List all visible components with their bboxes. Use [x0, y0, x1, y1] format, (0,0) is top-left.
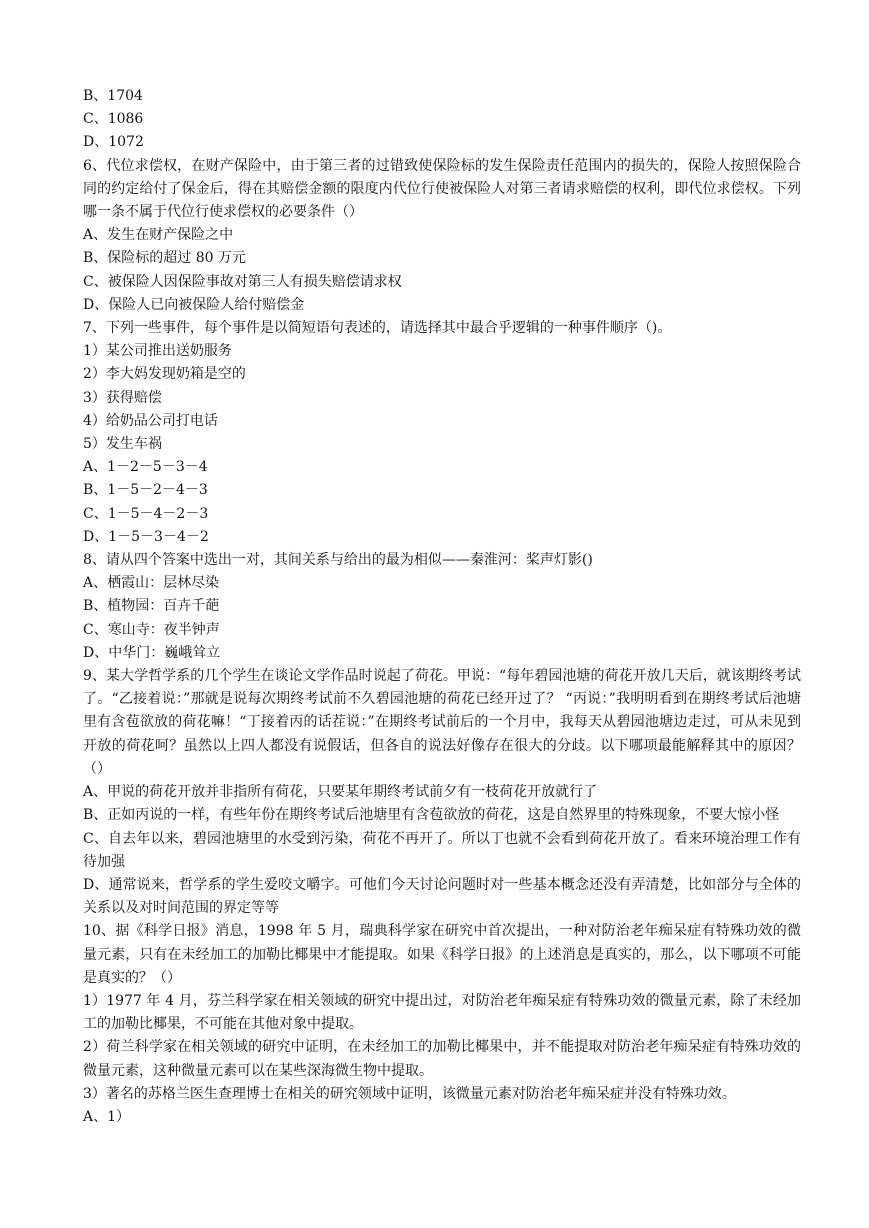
question-7-option-b: B、1－5－2－4－3 [83, 482, 208, 499]
option-line: B、1704 [83, 88, 143, 104]
option-line: C、1086 [83, 111, 144, 128]
question-6-option-c: C、被保险人因保险事故对第三人有损失赔偿请求权 [83, 273, 402, 290]
question-7-item: 1）某公司推出送奶服务 [83, 343, 232, 360]
question-9-option-a: A、甲说的荷花开放并非指所有荷花，只要某年期终考试前夕有一枝荷花开放就行了 [83, 784, 598, 801]
question-8-option-b: B、植物园：百卉千葩 [83, 598, 220, 615]
question-9-option-d: D、通常说来，哲学系的学生爱咬文嚼字。可他们今天讨论问题时对一些基本概念还没有弄清楚，比如部分与全体的关系以及对时间范围的界定等等 [83, 876, 801, 917]
question-7-option-c: C、1－5－4－2－3 [83, 505, 209, 522]
question-9-stem: 9、某大学哲学系的几个学生在谈论文学作品时说起了荷花。甲说：“每年碧园池塘的荷花开放几天后，就该期终考试了。“乙接着说：”那就是说每次期终考试前不久碧园池塘的荷花已经开过了？ “丙说：”我明明看到在期终考试后池塘里有含苞欲放的荷花嘛！“丁接着丙的话茬说：”在期终考试前后的一个月中，我每天从碧园池塘边走过，可从未见到开放的荷花呵？虽然以上四人都没有说假话，但各自的说法好像存在很大的分歧。以下哪项最能解释其中的原因？（） [83, 668, 801, 777]
question-7-option-a: A、1－2－5－3－4 [83, 459, 208, 476]
question-9-option-c: C、自去年以来，碧园池塘里的水受到污染，荷花不再开了。所以丁也就不会看到荷花开放了。看来环境治理工作有待加强 [83, 830, 801, 870]
question-6-option-b: B、保险标的超过 80 万元 [83, 250, 247, 267]
question-6-option-d: D、保险人已向被保险人给付赔偿金 [83, 296, 305, 313]
question-10-item: 1）1977 年 4 月，芬兰科学家在相关领域的研究中提出过，对防治老年痴呆症有特殊功效的微量元素，除了未经加工的加勒比椰果，不可能在其他对象中提取。 [83, 992, 801, 1033]
question-8-stem: 8、请从四个答案中选出一对，其间关系与给出的最为相似——秦淮河：桨声灯影() [83, 552, 593, 569]
question-7-stem: 7、下列一些事件，每个事件是以简短语句表述的，请选择其中最合乎逻辑的一种事件顺序（)。 [83, 320, 672, 337]
question-10-stem: 10、据《科学日报》消息，1998 年 5 月，瑞典科学家在研究中首次提出，一种对防治老年痴呆症有特殊功效的微量元素，只有在未经加工的加勒比椰果中才能提取。如果《科学日报》的上述消息是真实的，那么，以下哪项不可能是真实的？（） [83, 923, 801, 986]
question-10-option-a: A、1） [83, 1108, 131, 1125]
question-6-option-a: A、发生在财产保险之中 [83, 227, 234, 244]
question-10-item: 2）荷兰科学家在相关领域的研究中证明，在未经加工的加勒比椰果中，并不能提取对防治老年痴呆症有特殊功效的微量元素，这种微量元素可以在某些深海微生物中提取。 [83, 1039, 801, 1079]
question-6-stem: 6、代位求偿权，在财产保险中，由于第三者的过错致使保险标的发生保险责任范围内的损失的，保险人按照保险合同的约定给付了保金后，得在其赔偿金额的限度内代位行使被保险人对第三者请求赔偿的权利，即代位求偿权。下列哪一条不属于代位行使求偿权的必要条件（） [83, 157, 801, 221]
question-7-option-d: D、1－5－3－4－2 [83, 528, 209, 545]
question-8-option-d: D、中华门：巍峨耸立 [83, 644, 221, 661]
question-10-item: 3）著名的苏格兰医生查理博士在相关的研究领域中证明，该微量元素对防治老年痴呆症并没有特殊功效。 [83, 1085, 736, 1102]
question-8-option-a: A、栖霞山：层林尽染 [83, 575, 220, 592]
question-7-item: 2）李大妈发现奶箱是空的 [83, 366, 246, 383]
question-7-item: 4）给奶品公司打电话 [83, 412, 218, 429]
question-8-option-c: C、寒山寺：夜半钟声 [83, 621, 220, 638]
document-page [83, 85, 801, 1129]
question-7-item: 3）获得赔偿 [83, 389, 162, 406]
option-line: D、1072 [83, 134, 144, 151]
question-9-option-b: B、正如丙说的一样，有些年份在期终考试后池塘里有含苞欲放的荷花，这是自然界里的特殊现象，不要大惊小怪 [83, 807, 780, 824]
question-7-item: 5）发生车祸 [83, 436, 162, 453]
